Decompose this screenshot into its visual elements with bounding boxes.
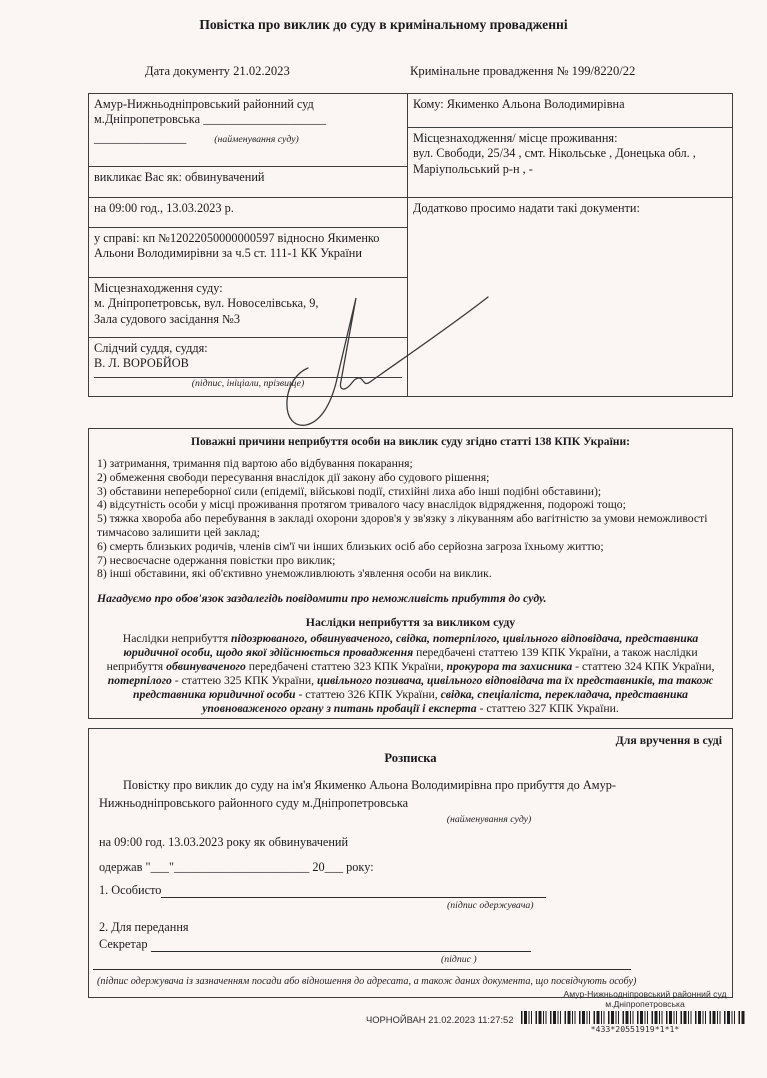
summon-role: викликає Вас як: обвинувачений bbox=[94, 170, 265, 184]
consequences-paragraph bbox=[97, 632, 724, 716]
consequences-segment: свідка, спеціаліста, перекладача, представника уповноваженого органу з питань пробації і експерта bbox=[202, 688, 688, 716]
hearing-datetime: на 09:00 год., 13.03.2023 р. bbox=[94, 201, 234, 215]
reminder-note: Нагадуємо про обов'язок заздалегідь повідомити про неможливість прибуття до суду. bbox=[97, 592, 547, 606]
residence-title: Місцезнаходження/ місце проживання: bbox=[413, 131, 618, 145]
page-title: Повістка про виклик до суду в кримінальному провадженні bbox=[199, 17, 568, 32]
consequences-segment: потерпілого bbox=[107, 674, 172, 688]
receipt-body bbox=[99, 777, 718, 813]
receipt-received-line: одержав "___"______________________ 20___ року: bbox=[99, 860, 374, 874]
receipt-personally-line bbox=[99, 883, 546, 898]
valid-reasons-box bbox=[88, 428, 733, 719]
case-number: Кримінальне провадження № 199/8220/22 bbox=[410, 64, 636, 78]
location-address: м. Дніпропетровськ, вул. Новоселівська, 9, bbox=[94, 296, 319, 311]
recipient-sign-caption: (підпис одержувача) bbox=[447, 900, 534, 911]
court-name-cell bbox=[89, 94, 407, 167]
barcode bbox=[521, 1011, 745, 1024]
secretary-blank-line bbox=[151, 939, 531, 952]
consequences-segment: цивільного позивача, цивільного відповідача та їх представників, та також представника юридичної особи bbox=[133, 674, 714, 702]
receipt-title: Розписка bbox=[384, 751, 437, 765]
residence-address: вул. Свободи, 25/34 , смт. Нікольське , Донецька обл. , bbox=[413, 146, 696, 161]
reason-item: 5) тяжка хвороба або перебування в закладі охорони здоров'я у зв'язку з лікуванням або вагітністю за умови неможливості тимчасово залишити цей заклад; bbox=[97, 512, 708, 539]
consequences-segment: - статтею 324 КПК України, bbox=[572, 660, 715, 674]
consequences-segment: - статтею 326 КПК України, bbox=[295, 688, 441, 702]
personally-blank-line bbox=[161, 885, 546, 898]
consequences-title: Наслідки неприбуття за викликом суду bbox=[305, 615, 516, 630]
receipt-signature-rule bbox=[93, 969, 631, 970]
receipt-court-caption: (найменування суду) bbox=[446, 814, 532, 825]
consequences-segment: прокурора та захисника bbox=[446, 660, 573, 674]
reason-item: 2) обмеження свободи пересування внаслідок дії закону або судового рішення; bbox=[97, 470, 490, 484]
receipt-secretary-line bbox=[99, 937, 531, 952]
residence-cell bbox=[408, 128, 732, 198]
receipt-box bbox=[88, 728, 733, 998]
recipient-cell bbox=[408, 94, 732, 128]
consequences-segment: передбачені статтею 139 КПК України, а також наслідки неприбуття bbox=[106, 646, 698, 674]
document-date: Дата документу 21.02.2023 bbox=[145, 64, 290, 78]
judge-sign-caption: (підпис, ініціали, прізвище) bbox=[191, 377, 305, 389]
consequences-segment: підозрюваного, обвинуваченого, свідка, потерпілого, цивільного відповідача, представника юридичної особи, щодо якої здійснюється провадження bbox=[123, 632, 699, 660]
consequences-segment: - статтею 325 КПК України, bbox=[171, 674, 317, 688]
receipt-footer-caption: (підпис одержувача із зазначенням посади або відношення до адресата, а також даних документа, що посвідчують особу) bbox=[97, 976, 637, 987]
footer-court-city: м.Дніпропетровська bbox=[605, 999, 685, 1010]
reason-item: 8) інші обставини, які об'єктивно унеможливлюють з'явлення особи на виклик. bbox=[97, 567, 492, 581]
consequences-segment: - статтею 327 КПК України. bbox=[476, 702, 619, 716]
reason-item: 3) обставини непереборної сили (епідемії, військові події, стихійні лиха або інші подібні обставини); bbox=[97, 484, 602, 498]
hearing-datetime-cell bbox=[89, 198, 407, 228]
blank-line: ____________________ bbox=[203, 112, 327, 127]
footer-court-stamp bbox=[540, 989, 750, 1010]
judge-signature bbox=[270, 240, 500, 440]
reason-item: 1) затримання, тримання під вартою або відбування покарання; bbox=[97, 457, 413, 470]
blank-line: _______________ bbox=[94, 130, 187, 145]
court-name: Амур-Нижньодніпровський районний суд bbox=[94, 97, 314, 111]
footer-court-name: Амур-Нижньодніпровський районний суд bbox=[563, 989, 727, 999]
reason-item: 6) смерть близьких родичів, членів сім'ї чи інших близьких осіб або серйозна загроза їхньому життю; bbox=[97, 539, 604, 553]
location-title: Місцезнаходження суду: bbox=[94, 281, 223, 295]
summon-role-cell bbox=[89, 167, 407, 198]
reason-item: 4) відсутність особи у місці проживання протягом тривалого часу внаслідок відрядження, подорожі тощо; bbox=[97, 498, 626, 512]
receipt-body-line2: Нижньодніпровського районного суду м.Дніпропетровська bbox=[99, 795, 409, 810]
documents-request: Додатково просимо надати такі документи: bbox=[413, 201, 640, 215]
case-info: у справі: кп №12022050000000597 відносно Якименко Альони Володимирівни за ч.5 ст. 111-1 КК України bbox=[94, 231, 380, 261]
personally-label: 1. Особисто bbox=[99, 883, 162, 897]
consequences-segment: Наслідки неприбуття bbox=[122, 632, 231, 646]
secretary-sign-caption: (підпис ) bbox=[441, 954, 477, 965]
court-city: м.Дніпропетровська bbox=[94, 112, 204, 127]
court-name-caption: (найменування суду) bbox=[214, 133, 299, 145]
secretary-label: Секретар bbox=[99, 937, 151, 951]
receipt-body-line1: Повістку про виклик до суду на ім'я Якименко Альона Володимирівна про прибуття до Амур- bbox=[123, 778, 616, 792]
receipt-datetime: на 09:00 год. 13.03.2023 року як обвинувачений bbox=[99, 835, 349, 849]
judge-title: Слідчий суддя, суддя: bbox=[94, 341, 208, 355]
receipt-transfer-line: 2. Для передання bbox=[99, 920, 189, 934]
consequences-segment: передбачені статтею 323 КПК України, bbox=[248, 660, 447, 674]
recipient-name: Кому: Якименко Альона Володимирівна bbox=[413, 97, 625, 111]
residence-district: Маріупольський р-н , - bbox=[413, 161, 533, 176]
delivery-note: Для вручення в суді bbox=[615, 733, 722, 747]
reason-item: 7) несвоєчасне одержання повістки про виклик; bbox=[97, 553, 336, 567]
stamp-text: ЧОРНОЙВАН 21.02.2023 11:27:52 bbox=[366, 1014, 514, 1025]
location-hall: Зала судового засідання №3 bbox=[94, 311, 240, 326]
reasons-header: Поважні причини неприбуття особи на виклик суду згідно статті 138 КПК України: bbox=[190, 435, 631, 448]
consequences-segment: обвинуваченого bbox=[166, 660, 249, 674]
judge-name: В. Л. ВОРОБЙОВ bbox=[94, 356, 189, 371]
barcode-text: *433*20551919*1*1* bbox=[590, 1024, 680, 1034]
